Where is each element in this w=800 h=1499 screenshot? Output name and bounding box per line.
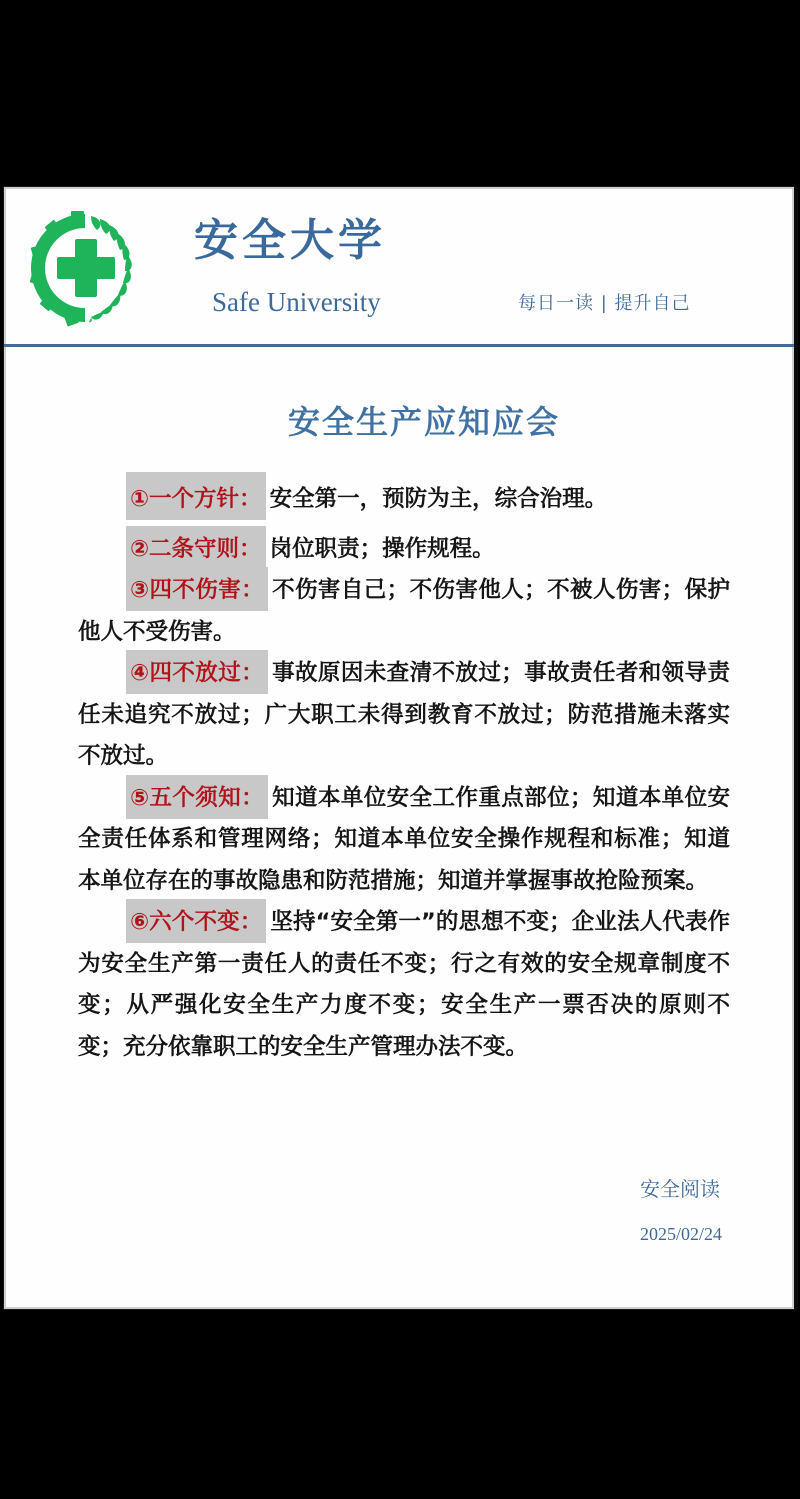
item-text: 不伤害自己；不伤害他人；不被人伤害；保护他人不受伤害。 — [78, 577, 730, 645]
document-title: 安全生产应知应会 — [287, 403, 560, 441]
document-body — [78, 479, 730, 1068]
item-label: ①一个方针： — [126, 472, 266, 520]
frame-shadow — [794, 187, 798, 1309]
source-label: 安全阅读 — [640, 1177, 720, 1201]
brand-name-english: Safe University — [212, 287, 381, 317]
list-item — [78, 653, 730, 778]
list-item — [78, 902, 730, 1068]
safety-logo-icon — [27, 208, 147, 328]
item-text: 安全第一，预防为主，综合治理。 — [269, 486, 608, 512]
item-text: 事故原因未查清不放过；事故责任者和领导责任未追究不放过；广大职工未得到教育不放过；防范措施未落实不放过。 — [78, 660, 730, 769]
header — [6, 189, 792, 344]
publish-date: 2025/02/24 — [639, 1224, 722, 1244]
item-text: 知道本单位安全工作重点部位；知道本单位安全责任体系和管理网络；知道本单位安全操作规程和标准；知道本单位存在的事故隐患和防范措施；知道并掌握事故抢险预案。 — [78, 784, 730, 894]
item-label: ⑥六个不变： — [126, 899, 266, 943]
list-item — [78, 529, 730, 571]
slogan: 每日一读 | 提升自己 — [518, 293, 691, 314]
item-label: ③四不伤害： — [126, 567, 268, 611]
item-text: 坚持“安全第一”的思想不变；企业法人代表作为安全生产第一责任人的责任不变；行之有效的安全规章制度不变；从严强化安全生产力度不变；安全生产一票否决的原则不变；充分依靠职工的安全生产管理办法不变。 — [78, 909, 730, 1060]
brand-name-chinese: 安全大学 — [194, 215, 386, 266]
item-label: ⑤五个须知： — [126, 775, 268, 819]
item-label: ②二条守则： — [126, 526, 266, 570]
document-card — [4, 187, 794, 1309]
header-divider — [4, 344, 794, 347]
item-label: ④四不放过： — [126, 650, 268, 694]
list-item — [78, 479, 730, 521]
list-item — [78, 570, 730, 653]
list-item — [78, 778, 730, 903]
item-text: 岗位职责；操作规程。 — [269, 535, 495, 562]
